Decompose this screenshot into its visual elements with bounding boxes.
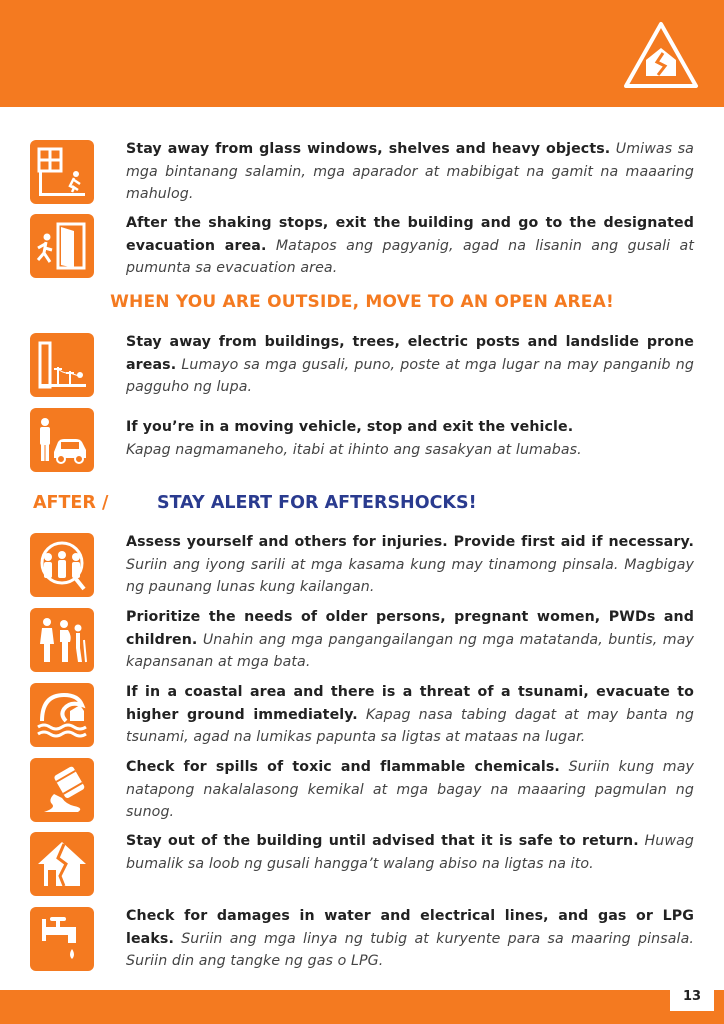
instruction-tl: Matapos ang pagyanig, agad na lisanin ang gusali at pumunta sa evacuation area. xyxy=(126,237,695,276)
header-band xyxy=(0,0,724,107)
house-crack-warning-icon xyxy=(622,20,700,90)
after-heading xyxy=(33,490,477,516)
instruction-tl: Kapag nagmamaneho, itabi at ihinto ang sasakyan at lumabas. xyxy=(126,441,582,458)
instruction-tl: Suriin kung may natapong nakalalasong kemikal at mga bagay na maaaring pagmulan ng sunog. xyxy=(126,759,694,820)
buildings-posts-icon xyxy=(30,333,94,397)
after-title: STAY ALERT FOR AFTERSHOCKS! xyxy=(157,493,477,513)
list-item xyxy=(30,531,694,599)
instruction-en: Check for damages in water and electrical lines, and gas or LPG leaks. xyxy=(126,908,694,947)
family-check-icon xyxy=(30,533,94,597)
instruction-tl: Unahin ang mga pangangailangan ng mga matatanda, buntis, may kapansanan at mga bata. xyxy=(126,631,694,670)
instruction-en: Prioritize the needs of older persons, pregnant women, PWDs and children. xyxy=(126,609,694,648)
instruction-en: Assess yourself and others for injuries. Provide first aid if necessary. xyxy=(126,534,694,550)
list-item xyxy=(30,756,694,824)
instruction-tl: Lumayo sa mga gusali, puno, poste at mga lugar na may panganib ng pagguho ng lupa. xyxy=(126,356,694,395)
instruction-en: Check for spills of toxic and flammable chemicals. xyxy=(126,759,560,775)
list-item xyxy=(30,331,694,399)
water-faucet-icon xyxy=(30,907,94,971)
instruction-en: Stay away from glass windows, shelves and heavy objects. xyxy=(126,141,611,157)
instruction-en: If you’re in a moving vehicle, stop and exit the vehicle. xyxy=(126,419,574,435)
footer-band xyxy=(0,990,724,1024)
list-item xyxy=(30,905,694,973)
instruction-en: If in a coastal area and there is a threat of a tsunami, evacuate to higher ground immediately. xyxy=(126,684,694,723)
instruction-en: After the shaking stops, exit the building and go to the designated evacuation area. xyxy=(126,215,694,254)
list-item xyxy=(30,212,694,280)
list-item xyxy=(30,138,694,206)
window-exit-icon xyxy=(30,140,94,204)
instruction-en: Stay out of the building until advised that it is safe to return. xyxy=(126,833,639,849)
list-item xyxy=(30,606,694,674)
instruction-tl: Umiwas sa mga bintanang salamin, mga aparador at mabibigat na gamit na maaaring mahulog. xyxy=(126,141,694,202)
page-number: 13 xyxy=(670,981,714,1011)
broken-house-icon xyxy=(30,832,94,896)
instruction-tl: Suriin ang iyong sarili at mga kasama kung may tinamong pinsala. Magbigay ng paunang lunas kung kailangan. xyxy=(126,556,694,595)
list-item xyxy=(30,681,694,749)
list-item xyxy=(30,830,694,896)
after-label: AFTER / xyxy=(33,493,109,513)
instruction-tl: Huwag bumalik sa loob ng gusali hangga’t walang abiso na ligtas na ito. xyxy=(126,833,694,872)
instruction-tl: Suriin ang mga linya ng tubig at kuryente para sa maaring pinsala. Suriin din ang tangke ng gas o LPG. xyxy=(126,930,694,969)
list-item xyxy=(30,406,694,472)
tsunami-wave-icon xyxy=(30,683,94,747)
section-heading-outside: WHEN YOU ARE OUTSIDE, MOVE TO AN OPEN AREA! xyxy=(110,292,614,312)
person-car-icon xyxy=(30,408,94,472)
elderly-pregnant-icon xyxy=(30,608,94,672)
instruction-tl: Kapag nasa tabing dagat at may banta ng tsunami, agad na lumikas papunta sa ligtas at mataas na lugar. xyxy=(126,706,694,745)
instruction-en: Stay away from buildings, trees, electric posts and landslide prone areas. xyxy=(126,334,694,373)
exit-door-icon xyxy=(30,214,94,278)
chemical-spill-icon xyxy=(30,758,94,822)
